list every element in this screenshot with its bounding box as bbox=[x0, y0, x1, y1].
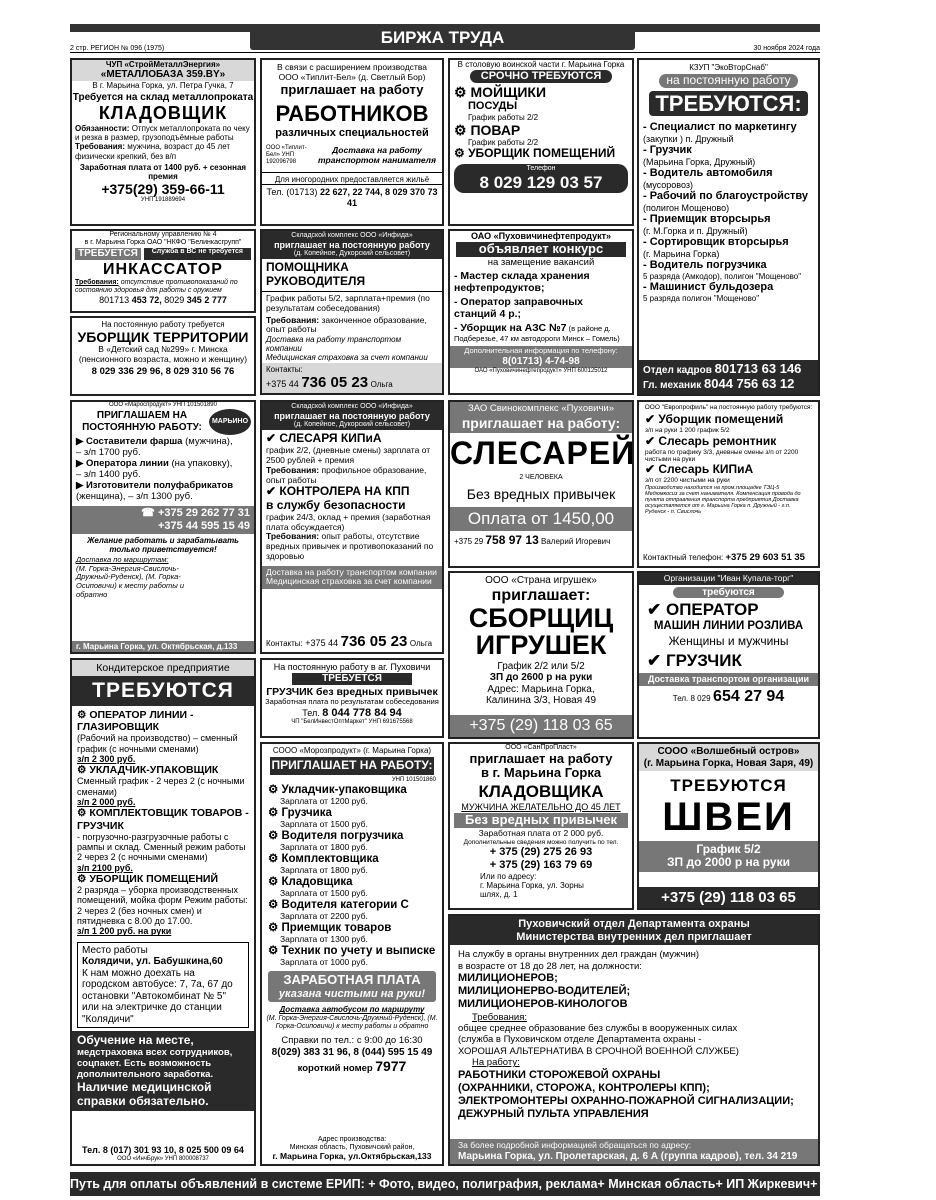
ad-inkassator: Региональному управлению № 4 в г. Марьина Горка ОАО "НКФО "Белинкасгрупп" ТРЕБУЕТСЯ Служба в ВС не требуется ИНКАССАТОР Требования: отсутствие противопоказаний по состоянию здоровья для работы с оружием 801713 453 72, 8029 345 2 777 bbox=[70, 229, 256, 313]
ad-morozprodukt: СООО «Морозпродукт» (г. Марьина Горка) ПРИГЛАШАЕТ НА РАБОТУ: УНП 101501860 ⚙ Укладчик-упаковщика Зарплата от 1200 руб. ⚙ Грузчика Зарплата от 1500 руб. ⚙ Водителя погрузчика Зарплата от 1800 руб. ⚙ Комплектовщика Зарплата от 1800 руб. ⚙ Кладовщика Зарплата от 1500 руб. ⚙ Водителя категории С Зарплата от 2200 руб. ⚙ Приемщик товаров Зарплата от 1300 руб. ⚙ Техник по учету и выписке Зарплата от 1000 руб. ЗАРАБОТНАЯ ПЛАТА указана чистыми на руки! Доставка автобусом по маршруту (М. Горка-Энергия-Свислочь-Дружный-Руденск), (М. Горка-Осиповичи) к месту работы и обратно Справки по тел.: с 9:00 до 16:30 8(029) 383 31 96, 8 (044) 595 15 49 короткий номер 7977 Адрес производства: Минская область, Пуховичский район, г. Марьина Горка, ул.Октябрьская,133 bbox=[260, 742, 444, 1166]
phone-icon: ☎ bbox=[141, 507, 158, 520]
ad-strana-igrushek: ООО «Страна игрушек» приглашает: СБОРЩИЦ ИГРУШЕК График 2/2 или 5/2 ЗП до 2600 р на руки Адрес: Марьина Горка, Калинина 3/3, Новая 49 +375 (29) 118 03 65 bbox=[448, 571, 634, 739]
ad-uborshik-territorii: На постоянную работу требуется УБОРЩИК ТЕРРИТОРИИ В «Детский сад №299» г. Минска (пенсионного возраста, можно и женщину) 8 029 336 29 96, 8 029 310 56 76 bbox=[70, 316, 256, 396]
marino-logo: МАРЬИНО bbox=[209, 409, 251, 435]
issue-date: 30 ноября 2024 года bbox=[753, 45, 820, 52]
ad-marospradukt: ООО «Мароспродукт» УНП 101501890 ПРИГЛАШАЕМ НА ПОСТОЯННУЮ РАБОТУ: МАРЬИНО ▶ Составители фарша (мужчина), – з/п 1700 руб. ▶ Операторa линии (на упаковку), – з/п 1400 руб. ▶ Изготовители полуфабрикатов (женщина), – з/п 1300 руб. ☎ +375 29 262 77 31 +375 44 595 15 49 Желание работать и зарабатывать только приветствуется! Доставка по маршрутам: (М. Горка-Энергия-Свислочь-Дружный-Руденск), (М. Горка-Осиповичи) к месту работы и обратно г. Марьина Горка, ул. Октябрьская, д.133 bbox=[70, 400, 256, 654]
ad-puhovichineft: ОАО «Пуховичинефтепродукт» объявляет конкурс на замещение вакансий - Мастер склада хранения нефтепродуктов; - Оператор заправочных станций 4 р.; - Уборщик на АЗС №7 (в районе д. Подберезье, 47 км автодороги Минск – Гомель) Дополнительная информация по телефону: 8(01713) 4-74-98 ОАО «Пуховичинефтепродукт» УНП 600125012 bbox=[448, 229, 634, 395]
ad-infida-pomoshnik: Складской комплекс ООО «Инфида» приглашает на постоянную работу (д. Копейное, Дукорский сельсовет) ПОМОЩНИКА РУКОВОДИТЕЛЯ График работы 5/2, зарплата+премия (по результатам собеседования) Требования: законченное образование, опыт работы Доставка на работу транспортом компании Медицинская страховка за счет компании Контакты: +375 44 736 05 23 Ольга bbox=[260, 229, 444, 395]
ad-ivan-kupala: Организации "Иван Купала-торг" требуются ✔ ОПЕРАТОР МАШИН ЛИНИИ РОЗЛИВА Женщины и мужчины ✔ ГРУЗЧИК Доставка транспортом организации Тел. 8 029 654 27 94 bbox=[637, 571, 820, 739]
ad-voinskaya-stolovaya: В столовую воинской части г. Марьина Горка СРОЧНО ТРЕБУЮТСЯ ⚙ МОЙЩИКИ ПОСУДЫ График работы 2/2 ⚙ ПОВАР График работы 2/2 ⚙ УБОРЩИК ПОМЕЩЕНИЙ Телефон 8 029 129 03 57 bbox=[448, 58, 634, 226]
divider bbox=[70, 52, 820, 53]
ad-infida-kipia: Складской комплекс ООО «Инфида» приглашает на постоянную работу (д. Копейное, Дукорский сельсовет) ✔ СЛЕСАРЯ КИПиА график 2/2, (дневные смены) зарплата от 2500 рублей + премия Требования: профильное образование, опыт работы ✔ КОНТРОЛЕРА НА КПП в службу безопасности график 24/3, оклад + премия (заработная плата обсуждается) Требования: опыт работы, отсутствие вредных привычек и противопоказаний по здоровью Доставка на работу транспортом компании Медицинская страховка за счет компании Контакты: +375 44 736 05 23 Ольга bbox=[260, 400, 444, 654]
page-number: 2 стр. bbox=[70, 45, 89, 52]
ad-ekovtorsnab: КЗУП "ЭкоВторСнаб" на постоянную работу ТРЕБУЮТСЯ: - Специалист по маркетингу (закупки ) п. Дружный - Грузчик (Марьина Горка, Дружный) - Водитель автомобиля (мусоровоз) - Рабочий по благоустройству (полигон Мощеново) - Приемщик вторсырья (г. М.Горка и п. Дружный) - Сортировщик вторсырья (г. Марьина Горка) - Водитель погрузчика 5 разряда (Амкодор), полигон "Мощеново" - Машинист бульдозера 5 разряда полигон "Мощеново" Отдел кадров 801713 63 146 Гл. механик 8044 756 63 12 bbox=[637, 58, 820, 396]
header-meta bbox=[70, 45, 820, 52]
ad-konditerskoe: Кондитерское предприятие ТРЕБУЮТСЯ ⚙ ОПЕРАТОР ЛИНИИ - ГЛАЗИРОВЩИК (Рабочий на производство) – сменный график (с ночными сменами) з/п 2 300 руб. ⚙ УКЛАДЧИК-УПАКОВЩИК Сменный график - 2 через 2 (с ночными сменами) з/п 2 000 руб. ⚙ КОМПЛЕКТОВЩИК ТОВАРОВ - ГРУЗЧИК - погрузочно-разгрузочные работы с рампы и склад. Сменный режим работы 2 через 2 (с ночными сменами) з/п 2100 руб. ⚙ УБОРЩИК ПОМЕЩЕНИЙ 2 разряда – уборка производственных помещений, мойка форм Режим работы: 2 через 2 (без ночных смен) и пятидневка с 8.00 до 17.00. з/п 1 200 руб. на руки Место работы Колядичи, ул. Бабушкина,60 К нам можно доехать на городском автобусе: 7, 7а, 67 до остановки "Автокомбинат № 5" или на электричке до станции "Колядичи" Обучение на месте, медстраховка всех сотрудников, соцпакет. Есть возможность дополнительного заработка. Наличие медицинской справки обязательно. Тел. 8 (017) 301 93 10, 8 025 500 09 64 ООО «ИнчБрук» УНП 800008737 bbox=[70, 658, 256, 1166]
ad-volshebny-ostrov: СООО «Волшебный остров» (г. Марьина Горка, Новая Заря, 49) ТРЕБУЮТСЯ ШВЕИ График 5/2 ЗП до 2000 р на руки +375 (29) 118 03 65 bbox=[637, 742, 820, 910]
ad-svinokompleks: ЗАО Свинокомплекс «Пуховичи» приглашает на работу: СЛЕСАРЕЙ 2 ЧЕЛОВЕКА Без вредных привычек Оплата от 1450,00 +375 29 758 97 13 Валерий Игоревич bbox=[448, 400, 634, 568]
ekovtor-list: - Специалист по маркетингу (закупки ) п. Дружный - Грузчик (Марьина Горка, Дружный) - Водитель автомобиля (мусоровоз) - Рабочий по благоустройству (полигон Мощеново) - Приемщик вторсырья (г. М.Горка и п. Дружный) - Сортировщик вторсырья (г. Марьина Горка) - Водитель погрузчика 5 разряда (Амкодор), полигон "Мощеново" - Машинист бульдозера 5 разряда полигон "Мощеново" bbox=[643, 121, 808, 303]
ad-tiplit: В связи с расширением производства ООО «Типлит-Бел» (д. Светлый Бор) приглашает на работу РАБОТНИКОВ различных специальностей ООО «Типлит-Бел» УНП 192096798 Доставка на работу транспортом нанимателя Для иногородних предоставляется жильё Тел. (01713) 22 627, 22 744, 8 029 370 73 41 bbox=[260, 58, 444, 226]
ad-metallobaza: ЧУП «СтройМеталлЭнергия» «МЕТАЛЛОБАЗА 359.BY» В г. Марьина Горка, ул. Петра Гучка, 7 Требуется на склад металлопроката КЛАДОВЩИК Обязанности: Отпуск металлопроката по чеку и резка в размер, грузоподъёмные работы Требования: мужчина, возраст до 45 лет физически крепкий, без в/п Заработная плата от 1400 руб. + сезонная премия +375(29) 359-66-11 УНП 191889694 bbox=[70, 58, 256, 226]
footer-banner: Путь для оплаты объявлений в системе ЕРИП: + Фото, видео, полиграфия, реклама+ Минская область+ ИП Жиркевич+ Рекламные услуги bbox=[70, 1172, 820, 1196]
ad-evroprofil: ООО "Европрофиль" на постоянную работу требуются: ✔ Уборщик помещений з/п на руки 1 200 график 5/2 ✔ Слесарь ремонтник работа по графику 3/3, дневные смены з/п от 2200 чистыми на руки ✔ Слесарь КИПиА з/п от 2200 чистыми на руки Производство находится на пром.площадке ТЭЦ-5 Медюмкосиз за счет нанимателя. Компенсация провода до пункта отправления транспорта предприятия Доставка осуществляется от г. Марьина Горка п. Дружный - г.п. Руденск - п. Свислочь Контактный телефон: +375 29 603 51 35 bbox=[637, 400, 820, 568]
region: РЕГИОН № 096 (1975) bbox=[90, 45, 165, 52]
page-title: БИРЖА ТРУДА bbox=[250, 26, 635, 50]
ad-gruzchik-puhovichi: На постоянную работу в аг. Пуховичи ТРЕБУЕТСЯ ГРУЗЧИК без вредных привычек Заработная плата по результатам собеседования Тел. 8 044 778 84 94 ЧП "БелИнвестОптМаркет" УНП 691675568 bbox=[260, 658, 444, 738]
ad-sanproplast: ООО «СанПроПласт» приглашает на работу в г. Марьина Горка КЛАДОВЩИКА МУЖЧИНА ЖЕЛАТЕЛЬНО ДО 45 ЛЕТ Без вредных привычек Заработная плата от 2 000 руб. Дополнительные сведения можно получить по тел. + 375 (29) 275 26 93 + 375 (29) 163 79 69 Или по адресу: г. Марьина Горка, ул. Зорны шлях, д. 1 bbox=[448, 742, 634, 910]
ad-departament-ohrany: Пуховичский отдел Департамента охраны Министерства внутренних дел приглашает На службу в органы внутренних дел граждан (мужчин) в возрасте от 18 до 28 лет, на должности: МИЛИЦИОНЕРОВ; МИЛИЦИОНЕРВО-ВОДИТЕЛЕЙ; МИЛИЦИОНЕРОВ-КИНОЛОГОВ Требования: общее среднее образование без службы в вооруженных силах (служба в Пуховичском отделе Департамента охраны - ХОРОШАЯ АЛЬТЕРНАТИВА В СРОЧНОЙ ВОЕННОЙ СЛУЖБЕ) На работу: РАБОТНИКИ СТОРОЖЕВОЙ ОХРАНЫ (ОХРАННИКИ, СТОРОЖА, КОНТРОЛЕРЫ КПП); ЭЛЕКТРОМОНТЕРЫ ОХРАННО-ПОЖАРНОЙ СИГНАЛИЗАЦИИ; ДЕЖУРНЫЙ ПУЛЬТА УПРАВЛЕНИЯ За более подробной информацией обращаться по адресу: Марьина Горка, ул. Пролетарская, д. 6 А (группа кадров), тел. 34 219 bbox=[448, 914, 820, 1166]
